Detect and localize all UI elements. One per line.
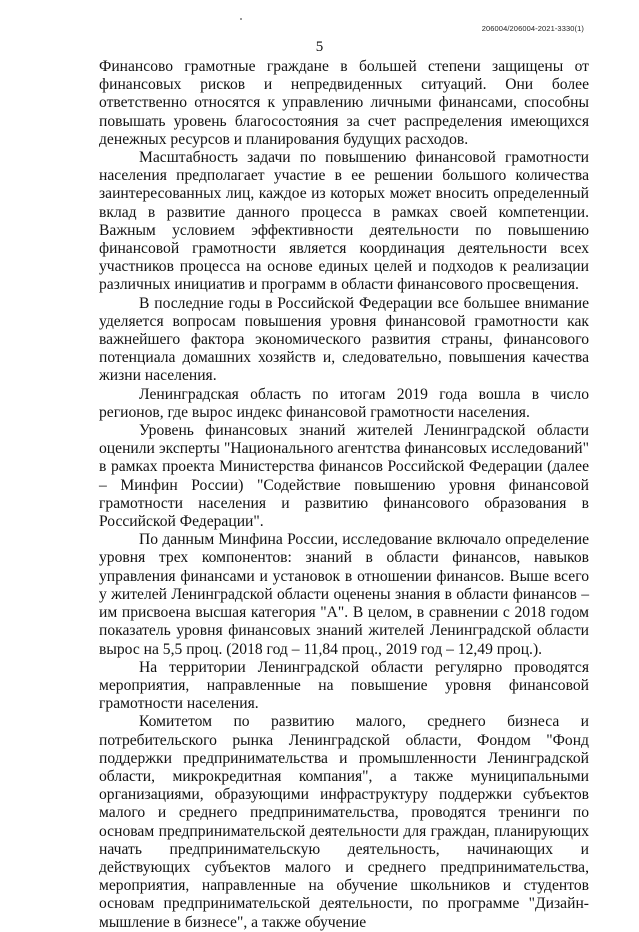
document-id: 206004/206004-2021-3330(1) — [481, 24, 584, 33]
paragraph-8: Комитетом по развитию малого, среднего бизнеса и потребительского рынка Ленинградской области, Фондом "Фонд поддержки предпринимательства и промышленности Ленинградской области, микрокредитная компания", а также муниципальными организациями, образующими инфраструктуру поддержки субъектов малого и среднего предпринимательства, проводятся тренинги по основам предпринимательской деятельности для граждан, планирующих начать предпринимательскую деятельность, начинающих и действующих субъектов малого и среднего предпринимательства, мероприятия, направленные на обучение школьников и студентов основам предпринимательской деятельности, по программе "Дизайн-мышление в бизнесе", а также обучение — [99, 713, 589, 931]
paragraph-1: Финансово грамотные граждане в большей степени защищены от финансовых рисков и непредвиденных ситуаций. Они более ответственно относятся к управлению личными финансами, способны повышать уровень благосостояния за счет распределения имеющихся денежных ресурсов и планирования будущих расходов. — [99, 58, 589, 148]
paragraph-2: Масштабность задачи по повышению финансовой грамотности населения предполагает участие в ее решении большого количества заинтересованных лиц, каждое из которых может вносить определенный вклад в развитие данного процесса в рамках своей компетенции. Важным условием эффективности деятельности по повышению финансовой грамотности является координация деятельности всех участников процесса на основе единых целей и подходов к реализации различных инициатив и программ в области финансового просвещения. — [99, 149, 589, 294]
document-body — [99, 58, 589, 932]
paragraph-3: В последние годы в Российской Федерации все большее внимание уделяется вопросам повышения уровня финансовой грамотности как важнейшего фактора экономического развития страны, финансового потенциала домашних хозяйств и, следовательно, повышения качества жизни населения. — [99, 294, 589, 385]
paragraph-6: По данным Минфина России, исследование включало определение уровня трех компонентов: знаний в области финансов, навыков управления финансами и установок в отношении финансов. Выше всего у жителей Ленинградской области оценены знания в области финансов – им присвоена высшая категория "А". В целом, в сравнении с 2018 годом показатель уровня финансовых знаний жителей Ленинградской области вырос на 5,5 проц. (2018 год – 11,84 проц., 2019 год – 12,49 проц.). — [99, 531, 589, 658]
paragraph-5: Уровень финансовых знаний жителей Ленинградской области оценили эксперты "Национального агентства финансовых исследований" в рамках проекта Министерства финансов Российской Федерации (далее – Минфин России) "Содействие повышению уровня финансовой грамотности населения и развитию финансового образования в Российской Федерации". — [99, 422, 589, 531]
page-number: 5 — [315, 39, 324, 55]
paragraph-4: Ленинградская область по итогам 2019 года вошла в число регионов, где вырос индекс финансовой грамотности населения. — [99, 385, 589, 421]
scan-speck — [240, 18, 242, 20]
paragraph-7: На территории Ленинградской области регулярно проводятся мероприятия, направленные на повышение уровня финансовой грамотности населения. — [99, 658, 589, 713]
